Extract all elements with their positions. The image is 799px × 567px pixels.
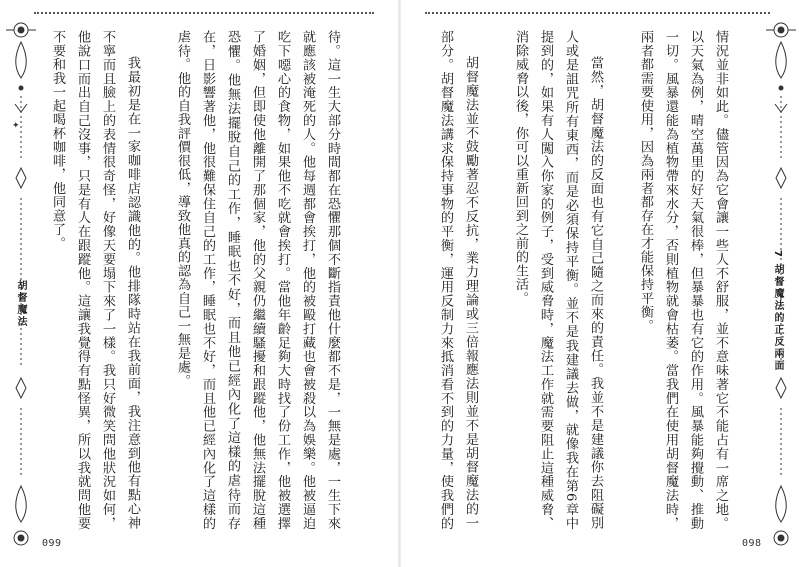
left-paragraph-1: 待。這一生大部分時間都在恐懼那個不斷指責他什麼都不是，一無是處，一生下來就應該被淹死的人。他每週都會挨打，他的被毆打藏也會被殺以為娛樂。他被逼迫吃下噁心的食物，如果他不吃就會挨打。當他年齡足夠大時找了份工作，他被選擇了婚姻，但即使他離開了那個家，他的父親仍繼續騷擾和跟蹤他，他無法擺脫這種恐懼。他無法擺脫自己的工作，睡眠也不好，而且他已經內化了這樣的虐待而存在，日影響著他，他很難保住自己的工作，睡眠也不好，而且他已經內化了這樣的虐待。他的自我評價很低，導致他真的認為自己一無是處。: [175, 30, 340, 530]
page-gutter: [398, 0, 401, 567]
left-running-head: 胡督魔法: [15, 280, 26, 328]
right-running-head: 7 胡督魔法的正反兩面: [772, 250, 783, 373]
left-page-number: 099: [42, 538, 62, 549]
right-paragraph-1: 情況並非如此。儘管因為它會讓一些人不舒服，並不意味著它不能占有一席之地。以天氣為例，晴空萬里的好天氣很棒，但暴暴也有它的作用。風暴能夠攪動、推動一切。風暴還能為植物帶來水分，否則植物就會枯萎。當我們在使用胡督魔法時，兩者都需要使用，因為兩者都存在才能保持平衡。: [638, 30, 728, 530]
left-paragraph-2: 我最初是在一家咖啡店認識他的。他排隊時站在我前面，我注意到他有點心神不寧而且臉上的表情很奇怪，好像天要塌下來了一樣。我只好微笑問他狀況如何，他說口而出自己沒事，只是有人在跟蹤他。這讓我覺得有點怪異，所以我就問他要不要和我一起喝杯咖啡，他同意了。: [50, 30, 140, 530]
top-dotted-border-right: [425, 12, 770, 16]
right-paragraph-2: 當然，胡督魔法的反面也有它自己隨之而來的責任。我並不是建議你去阻礙別人或是詛咒所有東西，而是必須保持平衡。並不是我建議去做，就像我在第6章中提到的，如果有人闖入你家的例子，受到威脅時，魔法工作就需要阻止這種威脅、消除威脅以後，你可以重新回到之前的生活。: [513, 30, 603, 530]
right-paragraph-3: 胡督魔法並不鼓勵著忍不反抗，業力理論或三倍報應法則並不是胡督魔法的一部分。胡督魔法講求保持事物的平衡，運用反制力來抵消看不到的力量，使我們的: [438, 30, 478, 530]
top-dotted-border-left: [34, 12, 374, 16]
svg-text:✦: ✦: [12, 121, 20, 131]
right-page-number: 098: [742, 538, 762, 549]
right-page-body: [430, 30, 758, 530]
left-page-body: [40, 30, 370, 530]
